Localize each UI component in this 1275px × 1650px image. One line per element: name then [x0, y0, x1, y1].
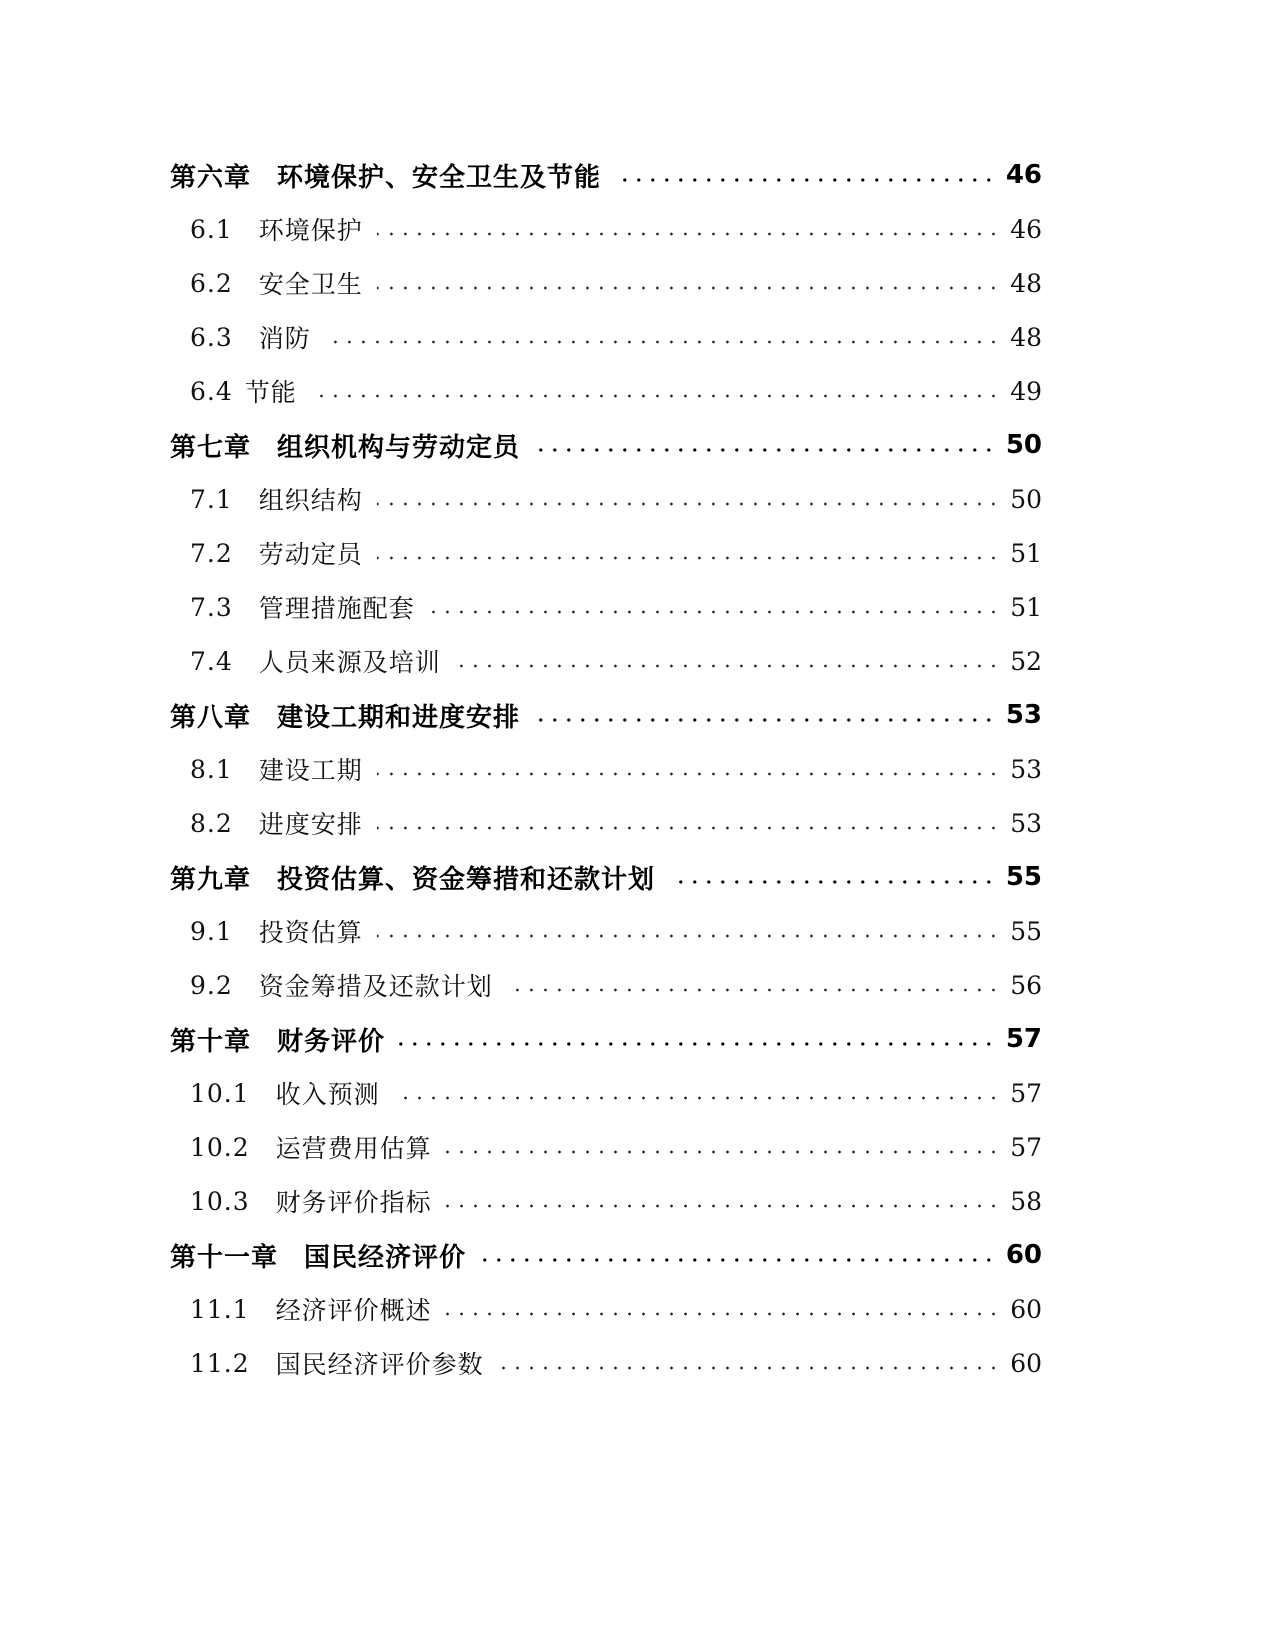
toc-entry-number: 6.2	[190, 268, 233, 298]
toc-entry-page-number: 50	[1010, 484, 1042, 514]
toc-dot-leader	[377, 555, 1000, 561]
toc-entry-title: 劳动定员	[258, 540, 363, 569]
toc-entry-number: 6.1	[190, 214, 233, 244]
toc-section-entry[interactable]	[0, 958, 1275, 1012]
toc-dot-leader	[377, 825, 1000, 831]
toc-entry-page-number: 60	[1010, 1348, 1042, 1378]
toc-entry-title: 国民经济评价	[304, 1242, 467, 1273]
toc-chapter-entry[interactable]	[0, 418, 1275, 472]
toc-entry-title: 投资估算、资金筹措和还款计划	[277, 864, 656, 895]
toc-dot-leader	[455, 663, 1000, 669]
toc-entry-title: 节能	[244, 378, 297, 407]
toc-entry-number: 7.2	[190, 538, 233, 568]
toc-dot-leader	[377, 231, 1000, 237]
toc-entry-page-number: 60	[1005, 1240, 1042, 1270]
toc-entry-title: 投资估算	[258, 918, 363, 947]
toc-entry-number: 10.3	[190, 1186, 250, 1216]
toc-section-entry[interactable]	[0, 1282, 1275, 1336]
toc-section-entry[interactable]	[0, 256, 1275, 310]
toc-section-entry[interactable]	[0, 1336, 1275, 1390]
toc-entry-page-number: 52	[1010, 646, 1042, 676]
toc-chapter-entry[interactable]	[0, 688, 1275, 742]
toc-entry-page-number: 60	[1010, 1294, 1042, 1324]
toc-dot-leader	[480, 1257, 996, 1263]
toc-section-entry[interactable]	[0, 796, 1275, 850]
toc-entry-number: 第九章	[170, 864, 252, 895]
toc-section-entry[interactable]	[0, 526, 1275, 580]
toc-section-entry[interactable]	[0, 472, 1275, 526]
toc-entry-number: 10.2	[190, 1132, 250, 1162]
toc-entry-page-number: 55	[1005, 862, 1042, 892]
toc-chapter-entry[interactable]	[0, 1228, 1275, 1282]
toc-entry-title: 进度安排	[258, 810, 363, 839]
toc-entry-page-number: 56	[1010, 970, 1042, 1000]
toc-entry-title: 经济评价概述	[275, 1296, 432, 1325]
toc-dot-leader	[394, 1095, 1001, 1101]
toc-entry-page-number: 53	[1005, 700, 1042, 730]
toc-dot-leader	[534, 447, 996, 453]
toc-entry-page-number: 50	[1005, 430, 1042, 460]
toc-entry-number: 6.4	[190, 376, 233, 406]
toc-entry-title: 建设工期和进度安排	[277, 702, 521, 733]
toc-section-entry[interactable]	[0, 1120, 1275, 1174]
toc-entry-number: 第十一章	[170, 1242, 279, 1273]
toc-entry-title: 环境保护	[258, 216, 363, 245]
toc-entry-number: 10.1	[190, 1078, 250, 1108]
toc-dot-leader	[325, 339, 1000, 345]
toc-entry-number: 8.1	[190, 754, 233, 784]
toc-entry-page-number: 58	[1010, 1186, 1042, 1216]
toc-section-entry[interactable]	[0, 580, 1275, 634]
toc-entry-title: 安全卫生	[258, 270, 363, 299]
toc-section-entry[interactable]	[0, 634, 1275, 688]
toc-section-entry[interactable]	[0, 742, 1275, 796]
toc-entry-page-number: 51	[1010, 592, 1042, 622]
toc-entry-page-number: 57	[1005, 1024, 1042, 1054]
toc-section-entry[interactable]	[0, 364, 1275, 418]
toc-entry-title: 消防	[258, 324, 311, 353]
table-of-contents	[0, 148, 1275, 1390]
toc-dot-leader	[399, 1041, 996, 1047]
toc-entry-number: 7.3	[190, 592, 233, 622]
toc-entry-number: 9.1	[190, 916, 233, 946]
toc-entry-title: 组织机构与劳动定员	[277, 432, 521, 463]
toc-entry-page-number: 51	[1010, 538, 1042, 568]
toc-entry-number: 6.3	[190, 322, 233, 352]
toc-entry-page-number: 57	[1010, 1132, 1042, 1162]
toc-entry-page-number: 53	[1010, 754, 1042, 784]
toc-chapter-entry[interactable]	[0, 1012, 1275, 1066]
toc-entry-page-number: 46	[1005, 160, 1042, 190]
toc-entry-title: 资金筹措及还款计划	[258, 972, 493, 1001]
toc-entry-number: 7.1	[190, 484, 233, 514]
toc-dot-leader	[311, 393, 1000, 399]
toc-entry-page-number: 48	[1010, 322, 1042, 352]
toc-entry-page-number: 57	[1010, 1078, 1042, 1108]
toc-dot-leader	[446, 1149, 1001, 1155]
toc-entry-page-number: 48	[1010, 268, 1042, 298]
toc-dot-leader	[615, 177, 996, 183]
toc-entry-title: 组织结构	[258, 486, 363, 515]
toc-dot-leader	[377, 285, 1000, 291]
toc-dot-leader	[498, 1365, 1001, 1371]
toc-dot-leader	[446, 1203, 1001, 1209]
toc-dot-leader	[377, 771, 1000, 777]
toc-chapter-entry[interactable]	[0, 850, 1275, 904]
toc-entry-title: 建设工期	[258, 756, 363, 785]
toc-entry-title: 财务评价	[277, 1026, 386, 1057]
toc-entry-title: 运营费用估算	[275, 1134, 432, 1163]
toc-dot-leader	[669, 879, 996, 885]
toc-entry-title: 收入预测	[275, 1080, 380, 1109]
toc-dot-leader	[429, 609, 1000, 615]
toc-entry-number: 11.1	[190, 1294, 250, 1324]
toc-entry-page-number: 49	[1010, 376, 1042, 406]
toc-entry-number: 11.2	[190, 1348, 250, 1378]
toc-section-entry[interactable]	[0, 310, 1275, 364]
toc-entry-number: 7.4	[190, 646, 233, 676]
toc-entry-title: 管理措施配套	[258, 594, 415, 623]
toc-dot-leader	[507, 987, 1000, 993]
toc-entry-number: 第七章	[170, 432, 252, 463]
toc-dot-leader	[377, 501, 1000, 507]
toc-section-entry[interactable]	[0, 904, 1275, 958]
toc-entry-page-number: 55	[1010, 916, 1042, 946]
toc-entry-number: 第六章	[170, 162, 252, 193]
toc-dot-leader	[534, 717, 996, 723]
toc-entry-title: 环境保护、安全卫生及节能	[277, 162, 602, 193]
toc-dot-leader	[446, 1311, 1001, 1317]
toc-section-entry[interactable]	[0, 1174, 1275, 1228]
toc-entry-title: 人员来源及培训	[258, 648, 441, 677]
toc-entry-number: 第八章	[170, 702, 252, 733]
toc-entry-number: 第十章	[170, 1026, 252, 1057]
toc-entry-number: 8.2	[190, 808, 233, 838]
toc-section-entry[interactable]	[0, 1066, 1275, 1120]
toc-dot-leader	[377, 933, 1000, 939]
toc-entry-number: 9.2	[190, 970, 233, 1000]
toc-entry-page-number: 53	[1010, 808, 1042, 838]
toc-section-entry[interactable]	[0, 202, 1275, 256]
toc-entry-title: 国民经济评价参数	[275, 1350, 484, 1379]
toc-entry-title: 财务评价指标	[275, 1188, 432, 1217]
toc-chapter-entry[interactable]	[0, 148, 1275, 202]
toc-entry-page-number: 46	[1010, 214, 1042, 244]
